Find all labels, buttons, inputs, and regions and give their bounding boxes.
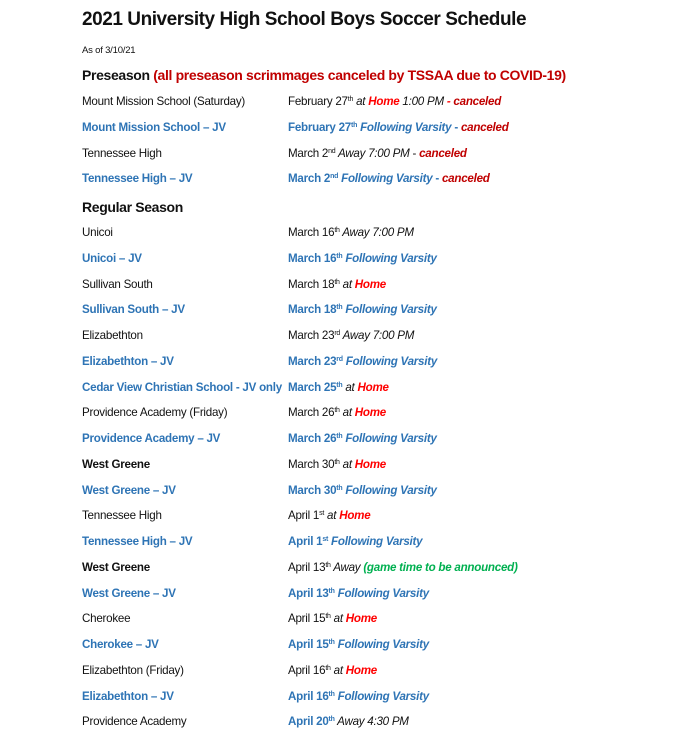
date-text: April 20 (288, 715, 329, 729)
preseason-heading-label: Preseason (82, 67, 150, 83)
schedule-row (82, 535, 642, 555)
schedule-row (82, 226, 642, 246)
schedule-row (82, 612, 642, 632)
canceled-label: canceled (441, 172, 490, 186)
schedule-row (82, 484, 642, 504)
location-time-text: at (330, 612, 346, 626)
schedule-row (82, 458, 642, 478)
schedule-row (82, 664, 642, 684)
location-time-text: at (353, 95, 369, 108)
game-date-time (288, 458, 386, 471)
opponent-name: Mount Mission School – JV (82, 120, 226, 134)
location-time-text: Following Varsity (342, 483, 437, 497)
location-time-text: Following Varsity (357, 120, 452, 134)
preseason-cancel-note: (all preseason scrimmages canceled by TSSAA due to COVID-19) (153, 67, 566, 83)
game-date-time (288, 432, 437, 445)
schedule-row (82, 95, 642, 115)
date-ordinal-suffix: th (325, 561, 331, 569)
schedule-row (82, 715, 642, 735)
home-label: Home (368, 95, 400, 108)
opponent-name: Cherokee (82, 612, 131, 626)
opponent-name: Providence Academy (82, 715, 187, 729)
game-date-time (288, 381, 389, 394)
home-label: Home (339, 509, 371, 523)
date-ordinal-suffix: th (334, 278, 340, 286)
game-date-time (288, 252, 437, 265)
opponent-name: Elizabethton – JV (82, 689, 174, 703)
time-tba-note: (game time to be announced) (363, 560, 518, 574)
date-ordinal-suffix: th (325, 613, 331, 621)
date-text: April 16 (288, 663, 326, 677)
game-date-time (288, 95, 501, 108)
date-ordinal-suffix: th (328, 639, 335, 646)
schedule-row (82, 638, 642, 658)
regular-season-heading: Regular Season (82, 199, 183, 215)
opponent-name: Providence Academy – JV (82, 432, 221, 445)
home-label: Home (354, 457, 387, 471)
opponent-name: Tennessee High (82, 509, 162, 523)
schedule-row (82, 587, 642, 607)
date-text: April 13 (288, 586, 329, 600)
game-date-time (288, 355, 437, 368)
game-date-time (288, 690, 429, 703)
schedule-row (82, 381, 642, 401)
location-time-text: at (324, 509, 340, 523)
date-ordinal-suffix: rd (336, 355, 343, 363)
date-text: March 2 (288, 146, 329, 160)
location-time-text: Away 7:00 PM (335, 146, 410, 160)
schedule-row (82, 690, 642, 710)
opponent-name: Elizabethton (82, 329, 143, 342)
schedule-row (82, 561, 642, 581)
game-date-time (288, 664, 377, 677)
game-date-time (288, 715, 409, 728)
location-time-text: Following Varsity (342, 303, 437, 317)
date-ordinal-suffix: th (336, 304, 343, 312)
schedule-row (82, 432, 642, 452)
location-time-text: Following Varsity (334, 638, 429, 651)
location-time-text: at (339, 406, 355, 420)
date-text: March 18 (288, 277, 335, 291)
date-text: - (409, 146, 420, 160)
location-time-text: at (339, 277, 355, 291)
opponent-name: Providence Academy (Friday) (82, 406, 228, 420)
schedule-row (82, 278, 642, 298)
date-ordinal-suffix: rd (334, 330, 341, 337)
schedule-row (82, 509, 642, 529)
game-date-time (288, 329, 414, 342)
opponent-name: Cherokee – JV (82, 638, 159, 651)
date-text: April 15 (288, 638, 329, 651)
date-text: - (432, 172, 442, 186)
opponent-name: Tennessee High – JV (82, 535, 193, 548)
date-ordinal-suffix: nd (328, 147, 336, 155)
date-text: March 16 (288, 226, 335, 239)
home-label: Home (354, 277, 387, 291)
game-date-time (288, 406, 386, 419)
opponent-name: Sullivan South – JV (82, 303, 185, 317)
location-time-text: Away (330, 560, 364, 574)
opponent-name: Cedar View Christian School - JV only (82, 380, 282, 394)
game-date-time (288, 303, 437, 316)
date-text: March 16 (288, 251, 337, 265)
date-ordinal-suffix: th (334, 227, 340, 234)
location-time-text: at (339, 457, 355, 471)
game-date-time (288, 484, 437, 497)
game-date-time (288, 278, 386, 291)
location-time-text: Following Varsity (342, 432, 437, 445)
opponent-name: Tennessee High – JV (82, 172, 193, 186)
date-ordinal-suffix: st (322, 536, 329, 543)
opponent-name: Elizabethton – JV (82, 354, 174, 368)
date-ordinal-suffix: th (336, 484, 343, 492)
game-date-time (288, 638, 429, 651)
date-text: April 16 (288, 689, 329, 703)
schedule-row (82, 303, 642, 323)
date-ordinal-suffix: th (325, 664, 331, 672)
date-text: March 30 (288, 483, 337, 497)
date-text: March 30 (288, 457, 335, 471)
location-time-text: Away 7:00 PM (339, 226, 414, 239)
preseason-heading (82, 67, 566, 83)
schedule-row (82, 406, 642, 426)
opponent-name: Sullivan South (82, 277, 153, 291)
location-time-text: Following Varsity (328, 535, 423, 548)
location-time-text: Following Varsity (334, 586, 429, 600)
date-text: February 27 (288, 120, 351, 134)
location-time-text: Following Varsity (334, 689, 429, 703)
location-time-text: Away 4:30 PM (334, 715, 409, 729)
location-time-text: Following Varsity (342, 251, 437, 265)
canceled-label: canceled (453, 95, 502, 108)
date-ordinal-suffix: th (347, 96, 354, 103)
schedule-row (82, 147, 642, 167)
home-label: Home (345, 663, 377, 677)
game-date-time (288, 226, 414, 239)
location-time-text: Away 7:00 PM (340, 329, 415, 342)
home-label: Home (354, 406, 387, 420)
opponent-name: Tennessee High (82, 146, 162, 160)
date-text: March 23 (288, 354, 337, 368)
canceled-label: canceled (419, 146, 467, 160)
opponent-name: Unicoi – JV (82, 251, 142, 265)
location-time-text: at (342, 380, 358, 394)
document-title: 2021 University High School Boys Soccer Schedule (82, 9, 527, 30)
date-ordinal-suffix: th (336, 252, 343, 260)
date-ordinal-suffix: th (328, 587, 335, 595)
schedule-row (82, 355, 642, 375)
date-text: - (443, 95, 454, 108)
location-time-text: Following Varsity (338, 172, 433, 186)
schedule-row (82, 329, 642, 349)
home-label: Home (357, 380, 389, 394)
date-ordinal-suffix: th (336, 433, 343, 440)
game-date-time (288, 147, 467, 160)
opponent-name: West Greene (82, 560, 150, 574)
date-text: April 1 (288, 535, 323, 548)
date-text: April 15 (288, 612, 326, 626)
date-text: - (451, 120, 461, 134)
game-date-time (288, 587, 429, 600)
date-ordinal-suffix: th (328, 690, 335, 698)
game-date-time (288, 172, 490, 185)
date-text: February 27 (288, 95, 348, 108)
date-text: March 2 (288, 172, 331, 186)
date-text: March 25 (288, 380, 337, 394)
game-date-time (288, 561, 518, 574)
schedule-row (82, 121, 642, 141)
game-date-time (288, 535, 422, 548)
date-text: April 13 (288, 560, 326, 574)
location-time-text: at (330, 663, 346, 677)
opponent-name: West Greene – JV (82, 586, 176, 600)
game-date-time (288, 509, 370, 522)
date-text: March 18 (288, 303, 337, 317)
canceled-label: canceled (460, 120, 509, 134)
opponent-name: Elizabethton (Friday) (82, 663, 184, 677)
opponent-name: West Greene – JV (82, 483, 176, 497)
date-ordinal-suffix: th (336, 381, 343, 389)
opponent-name: Mount Mission School (Saturday) (82, 95, 246, 108)
location-time-text: Following Varsity (342, 354, 438, 368)
date-ordinal-suffix: th (328, 716, 335, 724)
as-of-date: As of 3/10/21 (82, 45, 136, 56)
date-text: March 26 (288, 432, 337, 445)
date-text: March 23 (288, 329, 335, 342)
game-date-time (288, 121, 509, 134)
date-ordinal-suffix: th (350, 121, 358, 129)
date-ordinal-suffix: th (334, 407, 340, 415)
date-ordinal-suffix: th (334, 458, 340, 466)
date-ordinal-suffix: nd (330, 173, 339, 181)
date-text: April 1 (288, 509, 320, 523)
date-text: March 26 (288, 406, 335, 420)
schedule-row (82, 252, 642, 272)
game-date-time (288, 612, 377, 625)
opponent-name: West Greene (82, 457, 150, 471)
location-time-text: 1:00 PM (399, 95, 444, 108)
home-label: Home (345, 612, 377, 626)
schedule-row (82, 172, 642, 192)
date-ordinal-suffix: st (319, 510, 325, 518)
opponent-name: Unicoi (82, 226, 113, 239)
